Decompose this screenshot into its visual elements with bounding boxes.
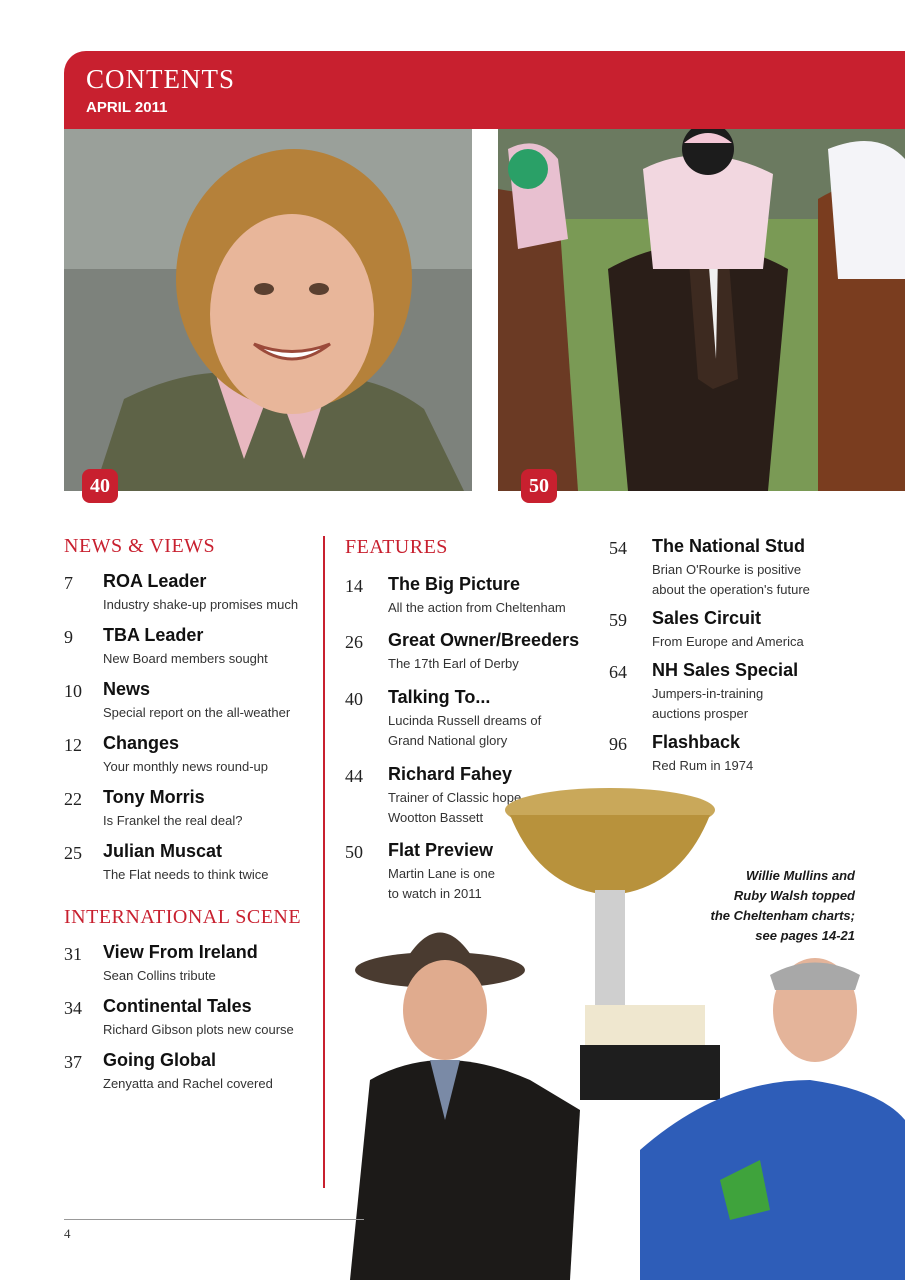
entry-page-number: 54 <box>609 538 627 558</box>
entry-description: Jumpers-in-training <box>652 686 764 701</box>
entry-title: Julian Muscat <box>103 841 223 861</box>
entry-description: Industry shake-up promises much <box>103 597 299 612</box>
footer-rule <box>64 1219 364 1220</box>
entry-title: TBA Leader <box>103 625 204 645</box>
entry-description: Richard Gibson plots new course <box>103 1022 294 1037</box>
entry-description: New Board members sought <box>103 651 268 666</box>
caption-line: Willie Mullins and <box>746 868 855 883</box>
entry-page-number: 44 <box>345 766 363 786</box>
entry-description: Trainer of Classic hope <box>388 790 522 805</box>
page-title: CONTENTS <box>86 64 235 94</box>
entry-page-number: 14 <box>345 576 363 596</box>
entry-description: Brian O'Rourke is positive <box>652 562 802 577</box>
entry-description: Is Frankel the real deal? <box>103 813 243 828</box>
entry-description: to watch in 2011 <box>388 886 482 901</box>
entry-description: auctions prosper <box>652 706 749 721</box>
racing-illustration <box>498 129 905 491</box>
entry-page-number: 22 <box>64 789 82 809</box>
entry-description: Grand National glory <box>388 733 508 748</box>
page-number: 4 <box>64 1226 71 1241</box>
entry-page-number: 12 <box>64 735 82 755</box>
page-badge-40: 40 <box>82 469 118 503</box>
entry-page-number: 31 <box>64 944 82 964</box>
entry-description: Lucinda Russell dreams of <box>388 713 542 728</box>
entry-title: News <box>103 679 151 699</box>
issue-date: APRIL 2011 <box>86 99 168 116</box>
entry-description: Martin Lane is one <box>388 866 495 881</box>
entry-title: Talking To... <box>388 687 491 707</box>
page-badge-50: 50 <box>521 469 557 503</box>
entry-title: Flashback <box>652 732 741 752</box>
trophy-illustration <box>340 780 905 1280</box>
entry-description: From Europe and America <box>652 634 804 649</box>
entry-page-number: 26 <box>345 632 363 652</box>
column-divider <box>323 536 325 1188</box>
portrait-illustration <box>64 129 472 491</box>
photo-mullins-walsh-trophy <box>340 780 905 1280</box>
entry-page-number: 25 <box>64 843 82 863</box>
entry-title: Great Owner/Breeders <box>388 630 580 650</box>
section-title-news-views: NEWS & VIEWS <box>64 535 216 557</box>
entry-page-number: 50 <box>345 842 363 862</box>
entry-title: Tony Morris <box>103 787 205 807</box>
entry-title: The Big Picture <box>388 574 521 594</box>
entry-description: Special report on the all-weather <box>103 705 291 720</box>
entry-page-number: 34 <box>64 998 82 1018</box>
photo-horse-racing <box>498 129 905 491</box>
entry-page-number: 37 <box>64 1052 82 1072</box>
entry-title: Richard Fahey <box>388 764 513 784</box>
entry-description: The 17th Earl of Derby <box>388 656 519 671</box>
caption-line: Ruby Walsh topped <box>733 888 855 903</box>
entry-description: Zenyatta and Rachel covered <box>103 1076 273 1091</box>
caption-line: the Cheltenham charts; <box>710 908 855 923</box>
entry-page-number: 10 <box>64 681 82 701</box>
contents-header <box>64 51 905 129</box>
entry-title: Changes <box>103 733 180 753</box>
entry-description: The Flat needs to think twice <box>103 867 269 882</box>
entry-description: Sean Collins tribute <box>103 968 216 983</box>
entry-description: All the action from Cheltenham <box>388 600 566 615</box>
entry-page-number: 64 <box>609 662 627 682</box>
entry-page-number: 59 <box>609 610 627 630</box>
entry-page-number: 9 <box>64 627 73 647</box>
entry-description: Your monthly news round-up <box>103 759 269 774</box>
entry-page-number: 7 <box>64 573 73 593</box>
caption-line: see pages 14-21 <box>755 928 855 943</box>
photo-caption <box>685 866 855 946</box>
entry-description: Wootton Bassett <box>388 810 484 825</box>
section-title-features: FEATURES <box>345 536 448 558</box>
section-title-international-scene: INTERNATIONAL SCENE <box>64 906 302 928</box>
entry-title: View From Ireland <box>103 942 258 962</box>
entry-description: Red Rum in 1974 <box>652 758 754 773</box>
photo-lucinda-russell <box>64 129 472 491</box>
entry-page-number: 40 <box>345 689 363 709</box>
entry-page-number: 96 <box>609 734 627 754</box>
entry-title: NH Sales Special <box>652 660 799 680</box>
entry-title: ROA Leader <box>103 571 207 591</box>
entry-title: Flat Preview <box>388 840 494 860</box>
entry-title: Sales Circuit <box>652 608 762 628</box>
entry-title: Continental Tales <box>103 996 252 1016</box>
entry-description: about the operation's future <box>652 582 810 597</box>
entry-title: Going Global <box>103 1050 216 1070</box>
entry-title: The National Stud <box>652 536 805 556</box>
